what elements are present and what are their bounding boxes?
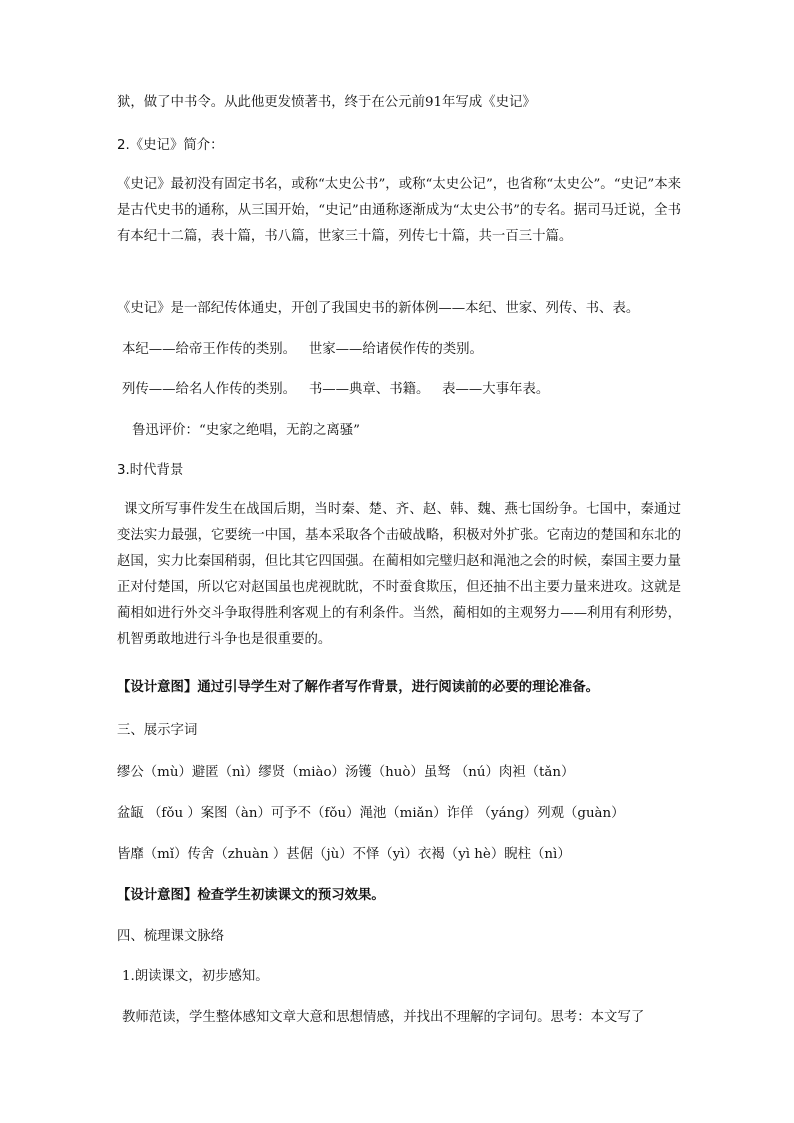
text-line: 《史记》是一部纪传体通史，开创了我国史书的新体例——本纪、世家、列传、书、表。 bbox=[117, 301, 640, 316]
paragraph-background: 课文所写事件发生在战国后期，当时秦、楚、齐、赵、韩、魏、燕七国纷争。七国中，秦通过变法实力最强，它要统一中国，基本采取各个击破战略，积极对外扩张。它南边的楚国和东北的赵国，实力比秦国稍弱，但比其它四国强。在蔺相如完璧归赵和渑池之会的时候，秦国主要力量正对付楚国，所以它对赵国虽也虎视眈眈，不时蚕食欺压，但还抽不出主要力量来进攻。这就是蔺相如进行外交斗争取得胜利客观上的有利条件。当然，蔺相如的主观努力——利用有利形势，机智勇敢地进行斗争也是很重要的。 bbox=[117, 502, 681, 647]
section-heading-outline: 四、梳理课文脉络 bbox=[117, 929, 225, 944]
text-line: 教师范读，学生整体感知文章大意和思想情感，并找出不理解的字词句。思考：本文写了 bbox=[122, 1010, 645, 1025]
text-line-luxun-quote: 鲁迅评价：“史家之绝唱，无韵之离骚” bbox=[132, 423, 360, 438]
text-line: 本纪——给帝王作传的类别。 世家——给诸侯作传的类别。 bbox=[122, 342, 483, 357]
vocabulary-line: 皆靡（mǐ）传舍（zhuàn ）甚倨（jù）不怿（yì）衣褐（yì hè）睨柱（nì） bbox=[117, 847, 571, 862]
vocabulary-line: 缪公（mù）避匿（nì）缪贤（miào）汤镬（huò）虽驽 （nú）肉袒（tǎn） bbox=[117, 765, 575, 780]
vocabulary-line: 盆缻 （fǒu ）案图（àn）可予不（fǒu）渑池（miǎn）诈佯 （yáng）列观（guàn） bbox=[117, 806, 625, 821]
text-line: 狱，做了中书令。从此他更发愤著书，终于在公元前91年写成《史记》 bbox=[117, 95, 536, 110]
subheading-read-aloud: 1.朗读课文，初步感知。 bbox=[122, 969, 269, 984]
design-intent-2: 【设计意图】检查学生初读课文的预习效果。 bbox=[117, 888, 385, 903]
section-heading-shiji-intro: 2.《史记》简介： bbox=[117, 138, 224, 153]
section-heading-background: 3.时代背景 bbox=[117, 463, 184, 478]
section-heading-vocabulary: 三、展示字词 bbox=[117, 723, 198, 738]
paragraph-shiji-name: 《史记》最初没有固定书名，或称“太史公书”，或称“太史公记”，也省称“太史公”。“史记”本来是古代史书的通称，从三国开始，“史记”由通称逐渐成为“太史公书”的专名。据司马迁说，全书有本纪十二篇，表十篇，书八篇，世家三十篇，列传七十篇，共一百三十篇。 bbox=[117, 177, 681, 244]
text-line: 列传——给名人作传的类别。 书——典章、书籍。 表——大事年表。 bbox=[122, 382, 550, 397]
design-intent-1: 【设计意图】通过引导学生对了解作者写作背景，进行阅读前的必要的理论准备。 bbox=[117, 680, 600, 695]
